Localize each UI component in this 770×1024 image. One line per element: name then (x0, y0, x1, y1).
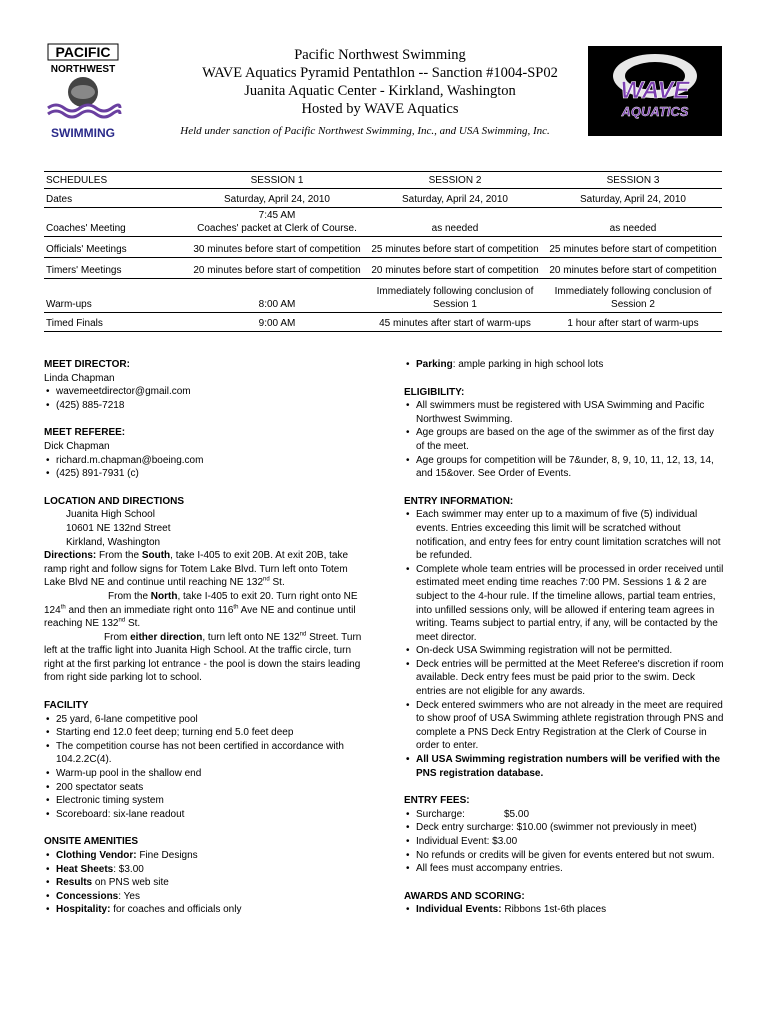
list-item: • No refunds or credits will be given for events entered but not swum. (404, 849, 724, 863)
schedule-row-timers (44, 258, 722, 279)
schedule-row-finals (44, 313, 722, 332)
list-item (44, 863, 364, 877)
list-item-bold: • All USA Swimming registration numbers will be verified with the PNS registration database. (404, 753, 724, 780)
directions-either (44, 631, 364, 685)
cell-s1: 8:00 AM (188, 279, 366, 313)
item-label: Parking (416, 359, 453, 370)
text: From (104, 631, 131, 643)
list-item: • Electronic timing system (44, 794, 364, 808)
list-item: • Individual Event: $3.00 (404, 835, 724, 849)
text-bold: North (150, 590, 178, 602)
fee-value: $5.00 (504, 808, 530, 820)
list-item: • All fees must accompany entries. (404, 862, 724, 876)
list-item: • 25 yard, 6-lane competitive pool (44, 713, 364, 727)
cell-s3: 25 minutes before start of competition (544, 237, 722, 258)
meet-director-phone: • (425) 885-7218 (44, 399, 364, 413)
cell-s3-line1: Immediately following conclusion of (554, 286, 712, 297)
facility-heading: FACILITY (44, 700, 89, 712)
superscript: nd (299, 631, 307, 638)
text: Street. Turn left at the traffic light into Juanita High School. At the traffic circle, turn right at the first parking lot entrance - the pool is down the stairs leading from right side parking lot to school. (44, 631, 362, 684)
text: , take I-405 to exit 20B. At exit 20B, take ramp right and follow signs for Totem Lake Blvd. Turn left onto Totem Lake Blvd NE and continue until reaching NE 132 (44, 550, 349, 589)
list-item (44, 890, 364, 904)
meet-director-name: Linda Chapman (44, 372, 115, 384)
header-line-2: WAVE Aquatics Pyramid Pentathlon -- Sanction #1004-SP02 (202, 65, 558, 81)
list-item: • Scoreboard: six-lane readout (44, 808, 364, 822)
item-value: Fine Designs (136, 850, 198, 861)
text: From the (108, 590, 151, 602)
logo-swimming-text: SWIMMING (51, 126, 115, 140)
row-label: Timed Finals (44, 313, 188, 332)
directions-label: Directions: (44, 550, 97, 562)
list-item (44, 876, 364, 890)
item-label: Hospitality: (56, 904, 111, 916)
superscript: nd (263, 576, 270, 583)
logo-wave-text: WAVE (620, 77, 690, 104)
item-label: Heat Sheets (56, 863, 114, 875)
cell-s2: 45 minutes after start of warm-ups (366, 313, 544, 332)
item-label: Results (56, 877, 93, 889)
directions-south (44, 549, 364, 590)
awards-list (404, 903, 724, 917)
header-line-4: Hosted by WAVE Aquatics (301, 101, 459, 117)
cell-s2 (366, 279, 544, 313)
cell-s1: Saturday, April 24, 2010 (188, 189, 366, 208)
location-heading: LOCATION AND DIRECTIONS (44, 495, 184, 507)
cell-s2: Saturday, April 24, 2010 (366, 189, 544, 208)
onsite-heading: ONSITE AMENITIES (44, 836, 139, 848)
left-column (44, 358, 364, 917)
list-item: • Each swimmer may enter up to a maximum of five (5) individual events. Entries exceeding this limit will be scratched without notification, and entry fees for entry count limitation scratches will not be refunded. (404, 508, 724, 562)
wave-aquatics-logo (588, 46, 722, 136)
item-value: : $3.00 (113, 863, 144, 875)
list-item: • Starting end 12.0 feet deep; turning end 5.0 feet deep (44, 726, 364, 740)
logo-aquatics-text: AQUATICS (621, 104, 689, 119)
schedule-header-row (44, 172, 722, 189)
location-line-2: 10601 NE 132nd Street (66, 522, 171, 534)
text: Ave NE and continue until reaching NE 132 (44, 604, 356, 630)
cell-s1: 9:00 AM (188, 313, 366, 332)
schedule-row-coaches (44, 208, 722, 237)
list-item (404, 903, 724, 917)
fee-label: Surcharge: (416, 808, 465, 820)
header-line-3: Juanita Aquatic Center - Kirkland, Washington (244, 83, 516, 99)
meet-director-contacts (44, 385, 364, 412)
cell-s2-line2: Session 1 (433, 299, 477, 310)
list-item (44, 903, 364, 917)
list-item (44, 849, 364, 863)
item-value: for coaches and officials only (110, 904, 242, 916)
meet-referee-heading: MEET REFEREE: (44, 427, 126, 439)
text: and then an immediate right onto 116 (65, 604, 234, 616)
schedule-row-warmups (44, 279, 722, 313)
schedule-header-session-1: SESSION 1 (188, 172, 366, 189)
list-item: • Age groups are based on the age of the swimmer as of the first day of the meet. (404, 426, 724, 453)
cell-s1 (188, 208, 366, 237)
meet-referee-contacts (44, 454, 364, 481)
cell-s2: 20 minutes before start of competition (366, 258, 544, 279)
onsite-list (44, 849, 364, 917)
schedule-row-dates (44, 189, 722, 208)
list-item: • Deck entry surcharge: $10.00 (swimmer not previously in meet) (404, 821, 724, 835)
cell-s3: Saturday, April 24, 2010 (544, 189, 722, 208)
awards-heading: AWARDS AND SCORING: (404, 890, 525, 902)
meet-header (160, 46, 600, 140)
list-item: • Deck entered swimmers who are not already in the meet are required to show proof of USA Swimming athlete registration through PNS and complete a PNS Deck Entry Registration at the Clerk of Course in order to enter. (404, 699, 724, 753)
schedule-row-officials (44, 237, 722, 258)
schedule-header-label: SCHEDULES (44, 172, 188, 189)
list-item: • Complete whole team entries will be processed in order received until estimated meet ending time reaches 7:00 PM. Sessions 1 & 2 are subject to the 4-hour rule. If the timeline allows, partial team entries, into unfilled sessions only, will be allowed if entering team agrees in writing. Teams subject to partial entry, if any, will be contacted by the meet director. (404, 563, 724, 645)
meet-referee-email: • richard.m.chapman@boeing.com (44, 454, 364, 468)
cell-s3: as needed (544, 208, 722, 237)
text: , take I-405 to exit 20. Turn right onto NE 124 (44, 590, 358, 616)
logo-northwest-text: NORTHWEST (50, 64, 116, 75)
list-item: • Deck entries will be permitted at the Meet Referee's discretion if room available. Deck entry fees must be paid prior to the swim. Deck entries are not eligible for any awards. (404, 658, 724, 699)
meet-referee-name: Dick Chapman (44, 440, 110, 452)
cell-s3-line2: Session 2 (611, 299, 655, 310)
facility-list (44, 713, 364, 822)
eligibility-heading: ELIGIBILITY: (404, 386, 465, 398)
item-value: : Yes (118, 890, 140, 902)
item-label: Concessions (56, 890, 119, 902)
cell-s1-line2: Coaches' packet at Clerk of Course. (197, 223, 357, 234)
cell-s3: 20 minutes before start of competition (544, 258, 722, 279)
parking-list (404, 358, 724, 372)
entry-info-heading: ENTRY INFORMATION: (404, 495, 514, 507)
schedule-header-session-2: SESSION 2 (366, 172, 544, 189)
meet-referee-phone: • (425) 891-7931 (c) (44, 467, 364, 481)
text-bold: either direction (130, 631, 203, 643)
meet-director-email: • wavemeetdirector@gmail.com (44, 385, 364, 399)
cell-s3 (544, 279, 722, 313)
cell-s1: 20 minutes before start of competition (188, 258, 366, 279)
row-label: Coaches' Meeting (44, 208, 188, 237)
text: From the (99, 550, 142, 562)
cell-s2: as needed (366, 208, 544, 237)
cell-s1-line1: 7:45 AM (258, 210, 296, 221)
meet-director-heading: MEET DIRECTOR: (44, 359, 130, 370)
list-item: • All swimmers must be registered with USA Swimming and Pacific Northwest Swimming. (404, 399, 724, 426)
superscript: nd (118, 617, 126, 624)
schedule-table (44, 171, 722, 332)
row-label: Timers' Meetings (44, 258, 188, 279)
row-label: Officials' Meetings (44, 237, 188, 258)
sanction-note: Held under sanction of Pacific Northwest Swimming, Inc., and USA Swimming, Inc. (180, 125, 550, 137)
cell-s2-line1: Immediately following conclusion of (376, 286, 534, 297)
location-line-3: Kirkland, Washington (66, 536, 161, 548)
entry-fees-list (404, 808, 724, 876)
pacific-northwest-swimming-logo (44, 42, 122, 142)
cell-s1: 30 minutes before start of competition (188, 237, 366, 258)
text: St. (269, 577, 285, 589)
superscript: th (60, 604, 66, 611)
header-line-1: Pacific Northwest Swimming (294, 47, 466, 63)
list-item (404, 808, 724, 822)
directions-north (44, 590, 364, 631)
entry-info-list (404, 508, 724, 780)
item-label: Individual Events: (416, 904, 502, 916)
item-value: on PNS web site (92, 877, 169, 889)
text-bold: South (141, 550, 171, 562)
cell-s3: 1 hour after start of warm-ups (544, 313, 722, 332)
list-item: • On-deck USA Swimming registration will not be permitted. (404, 644, 724, 658)
item-label: Clothing Vendor: (56, 850, 137, 861)
list-item: • Age groups for competition will be 7&under, 8, 9, 10, 11, 12, 13, 14, and 15&over. See Order of Events. (404, 454, 724, 481)
eligibility-list (404, 399, 724, 481)
right-column (404, 358, 724, 917)
list-item: • 200 spectator seats (44, 781, 364, 795)
item-value: Ribbons 1st-6th places (501, 904, 607, 916)
row-label: Warm-ups (44, 279, 188, 313)
text: , turn left onto NE 132 (202, 631, 300, 643)
logo-pacific-text: PACIFIC (55, 44, 111, 60)
location-line-1: Juanita High School (66, 509, 155, 521)
item-value: : ample parking in high school lots (452, 359, 604, 370)
row-label: Dates (44, 189, 188, 208)
cell-s2: 25 minutes before start of competition (366, 237, 544, 258)
superscript: th (233, 604, 239, 611)
parking-item (404, 358, 724, 372)
entry-fees-heading: ENTRY FEES: (404, 795, 470, 807)
list-item: • Warm-up pool in the shallow end (44, 767, 364, 781)
list-item: • The competition course has not been certified in accordance with 104.2.2C(4). (44, 740, 364, 767)
schedule-header-session-3: SESSION 3 (544, 172, 722, 189)
text: St. (125, 618, 141, 630)
